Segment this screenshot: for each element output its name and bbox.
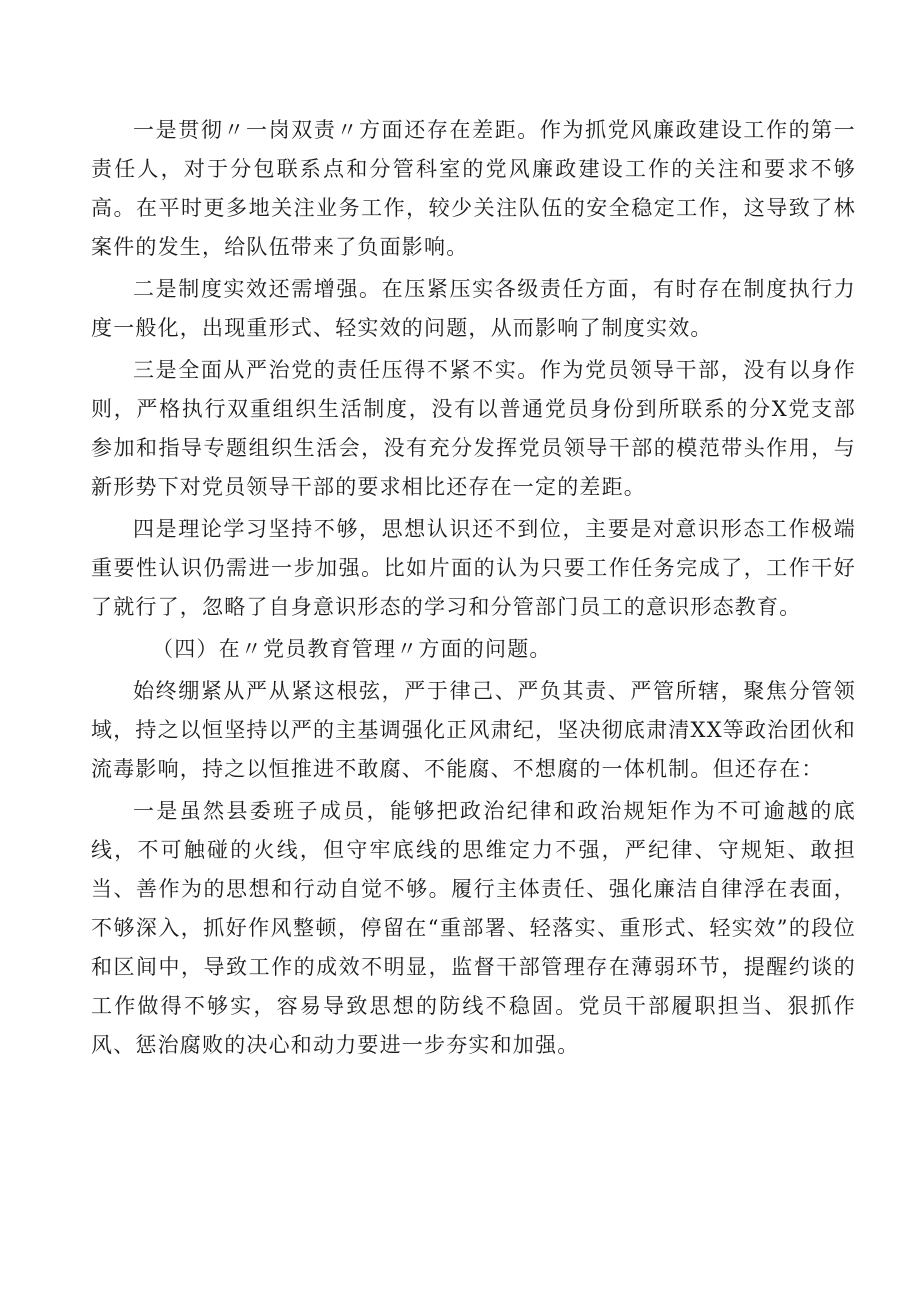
paragraph-system-effectiveness: 二是制度实效还需增强。在压紧压实各级责任方面，有时存在制度执行力度一般化，出现重形式、轻实效的问题，从而影响了制度实效。 (91, 277, 856, 340)
document-body (91, 111, 856, 1068)
paragraph-strict-governance: 三是全面从严治党的责任压得不紧不实。作为党员领导干部，没有以身作则，严格执行双重组织生活制度，没有以普通党员身份到所联系的分X党支部参加和指导专题组织生活会，没有充分发挥党员领导干部的模范带头作用，与新形势下对党员领导干部的要求相比还存在一定的差距。 (91, 358, 856, 499)
paragraph-discipline-overview: 始终绷紧从严从紧这根弦，严于律己、严负其责、严管所辖，聚焦分管领域，持之以恒坚持以严的主基调强化正风肃纪，坚决彻底肃清XX等政治团伙和流毒影响，持之以恒推进不敢腐、不能腐、不想腐的一体机制。但还存在： (91, 679, 856, 781)
paragraph-bottom-line: 一是虽然县委班子成员，能够把政治纪律和政治规矩作为不可逾越的底线，不可触碰的火线，但守牢底线的思维定力不强，严纪律、守规矩、敢担当、善作为的思想和行动自觉不够。履行主体责任、强化廉洁自律浮在表面，不够深入，抓好作风整顿，停留在“重部署、轻落实、重形式、轻实效”的段位和区间中，导致工作的成效不明显，监督干部管理存在薄弱环节，提醒约谈的工作做得不够实，容易导致思想的防线不稳固。党员干部履职担当、狠抓作风、惩治腐败的决心和动力要进一步夯实和加强。 (91, 799, 856, 1057)
section-heading-party-education: （四）在〃党员教育管理〃方面的问题。 (152, 637, 552, 661)
paragraph-theory-study: 四是理论学习坚持不够，思想认识还不到位，主要是对意识形态工作极端重要性认识仍需进一步加强。比如片面的认为只要工作任务完成了，工作干好了就行了，忽略了自身意识形态的学习和分管部门员工的意识形态教育。 (91, 517, 856, 619)
paragraph-responsibility-gap: 一是贯彻〃一岗双责〃方面还存在差距。作为抓党风廉政建设工作的第一责任人，对于分包联系点和分管科室的党风廉政建设工作的关注和要求不够高。在平时更多地关注业务工作，较少关注队伍的安全稳定工作，这导致了林案件的发生，给队伍带来了负面影响。 (91, 118, 856, 259)
